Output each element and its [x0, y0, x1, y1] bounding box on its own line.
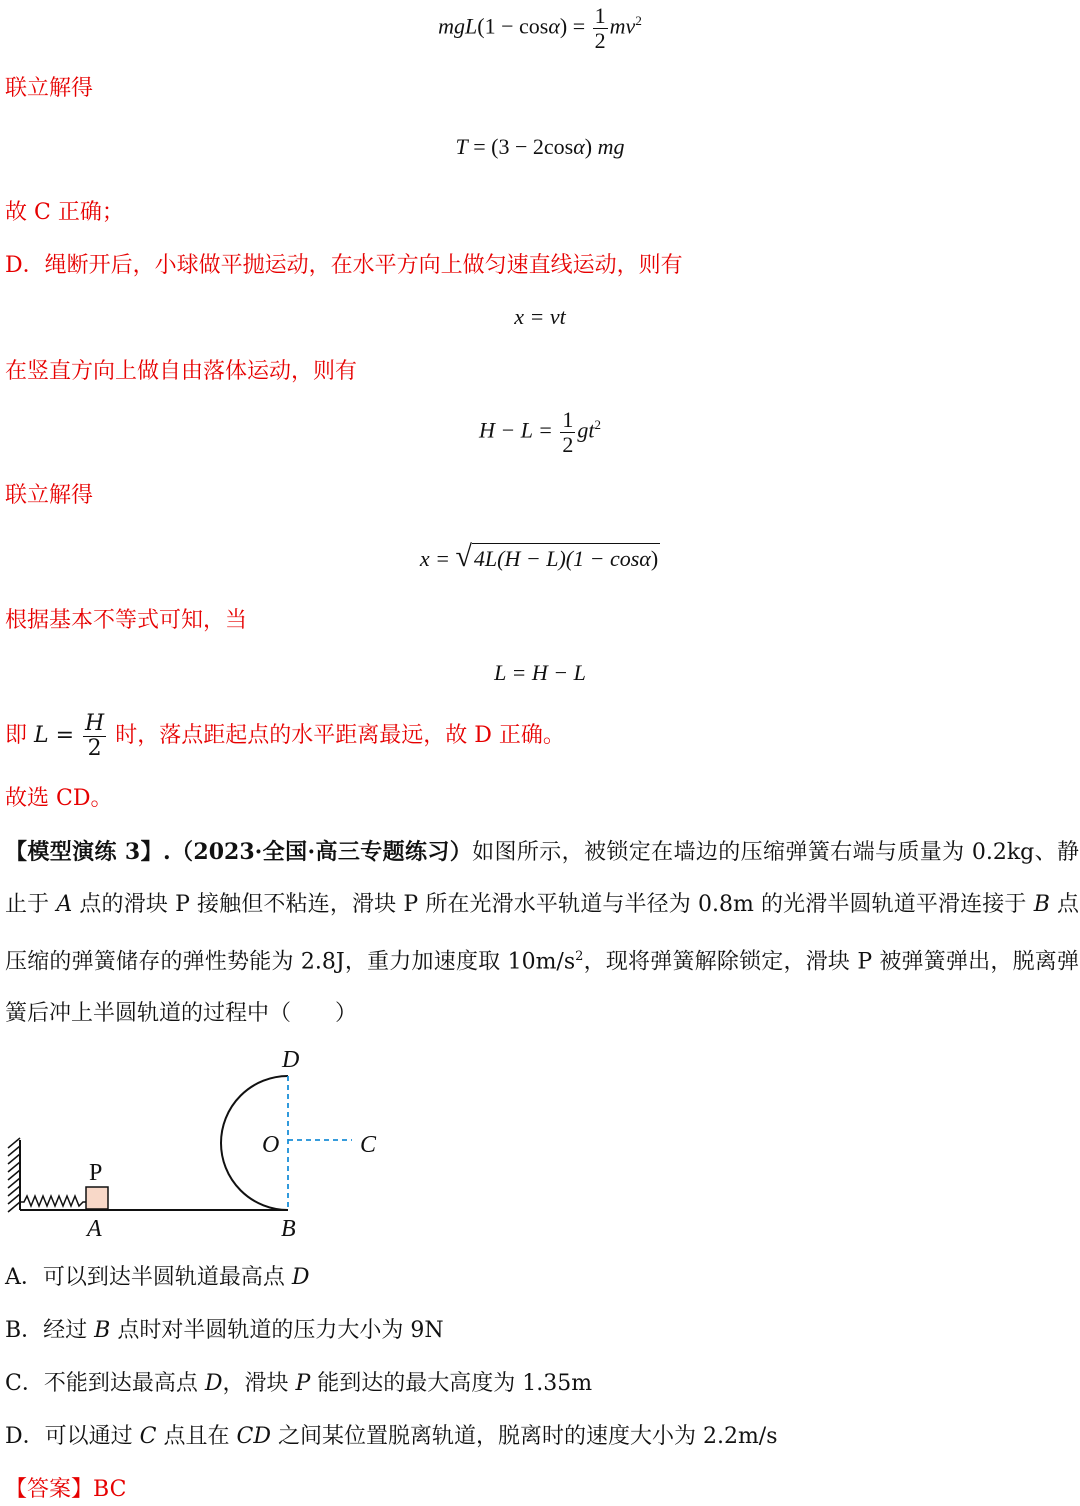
problem-source: .（2023·全国·高三专题练习）: [163, 839, 473, 865]
label-b: B: [281, 1216, 296, 1242]
answer-value: BC: [93, 1477, 127, 1502]
equation-vertical: H − L = $\frac{1}{2}$ $gt^2$: [478, 407, 602, 457]
label-c: C: [360, 1132, 377, 1158]
equation-equal-condition: L = H − L: [494, 660, 586, 685]
answer-tag: 【答案】: [5, 1477, 94, 1502]
option-d: D．可以通过 C 点且在 CD 之间某位置脱离轨道，脱离时的速度大小为 2.2m/s: [5, 1424, 778, 1449]
label-o: O: [262, 1132, 280, 1158]
track-diagram: [0, 1040, 400, 1250]
option-c: C．不能到达最高点 D，滑块 P 能到达的最大高度为 1.35m: [5, 1371, 593, 1396]
option-a: A．可以到达半圆轨道最高点 D: [5, 1265, 310, 1290]
vertical-motion-text: 在竖直方向上做自由落体运动，则有: [5, 359, 358, 384]
problem-statement: 【模型演练 3】.（2023·全国·高三专题练习）如图所示，被锁定在墙边的压缩弹簧右端与质量为 0.2kg、静止于 A 点的滑块 P 接触但不粘连，滑块 P 所在光滑水平轨道与半径为 0.8m 的光滑半圆轨道平滑连接于 B 点压缩的弹簧储存的弹性势能为 2.8J，重力加速度取 $10m/s^2$，现将弹簧解除锁定，滑块 P 被弹簧弹出，脱离弹簧后冲上半圆轨道的过程中（ ）: [5, 839, 1080, 1027]
c-correct-text: 故 C 正确；: [5, 200, 124, 225]
combine-text-1: 联立解得: [5, 76, 94, 101]
wall-hatching: [8, 1138, 20, 1212]
label-a: A: [87, 1216, 102, 1242]
equation-horizontal: x = vt: [514, 304, 566, 329]
equation-energy: mgL(1 − cosα) = $\frac{1}{2}$ $mv^2$: [438, 3, 642, 53]
option-b: B．经过 B 点时对半圆轨道的压力大小为 9N: [5, 1318, 444, 1343]
label-p: P: [89, 1160, 103, 1186]
equation-distance: x = √4L(H − L)(1 − cosα): [419, 540, 659, 573]
answer: [5, 1475, 126, 1505]
combine-text-2: 联立解得: [5, 483, 94, 508]
problem-tag: 【模型演练 3】: [5, 839, 163, 865]
block-p: [86, 1187, 108, 1209]
d-statement-text: D．绳断开后，小球做平抛运动，在水平方向上做匀速直线运动，则有: [5, 253, 683, 278]
inequality-text: 根据基本不等式可知，当: [5, 608, 248, 633]
spring: [20, 1196, 86, 1206]
equation-tension: T = (3 − 2cosα) mg: [455, 134, 625, 159]
label-d: D: [282, 1047, 300, 1073]
max-distance-text: 即 L = $\frac{H}{2}$ 时，落点距起点的水平距离最远，故 D 正确。: [5, 710, 565, 761]
choose-text: 故选 CD。: [5, 786, 113, 811]
